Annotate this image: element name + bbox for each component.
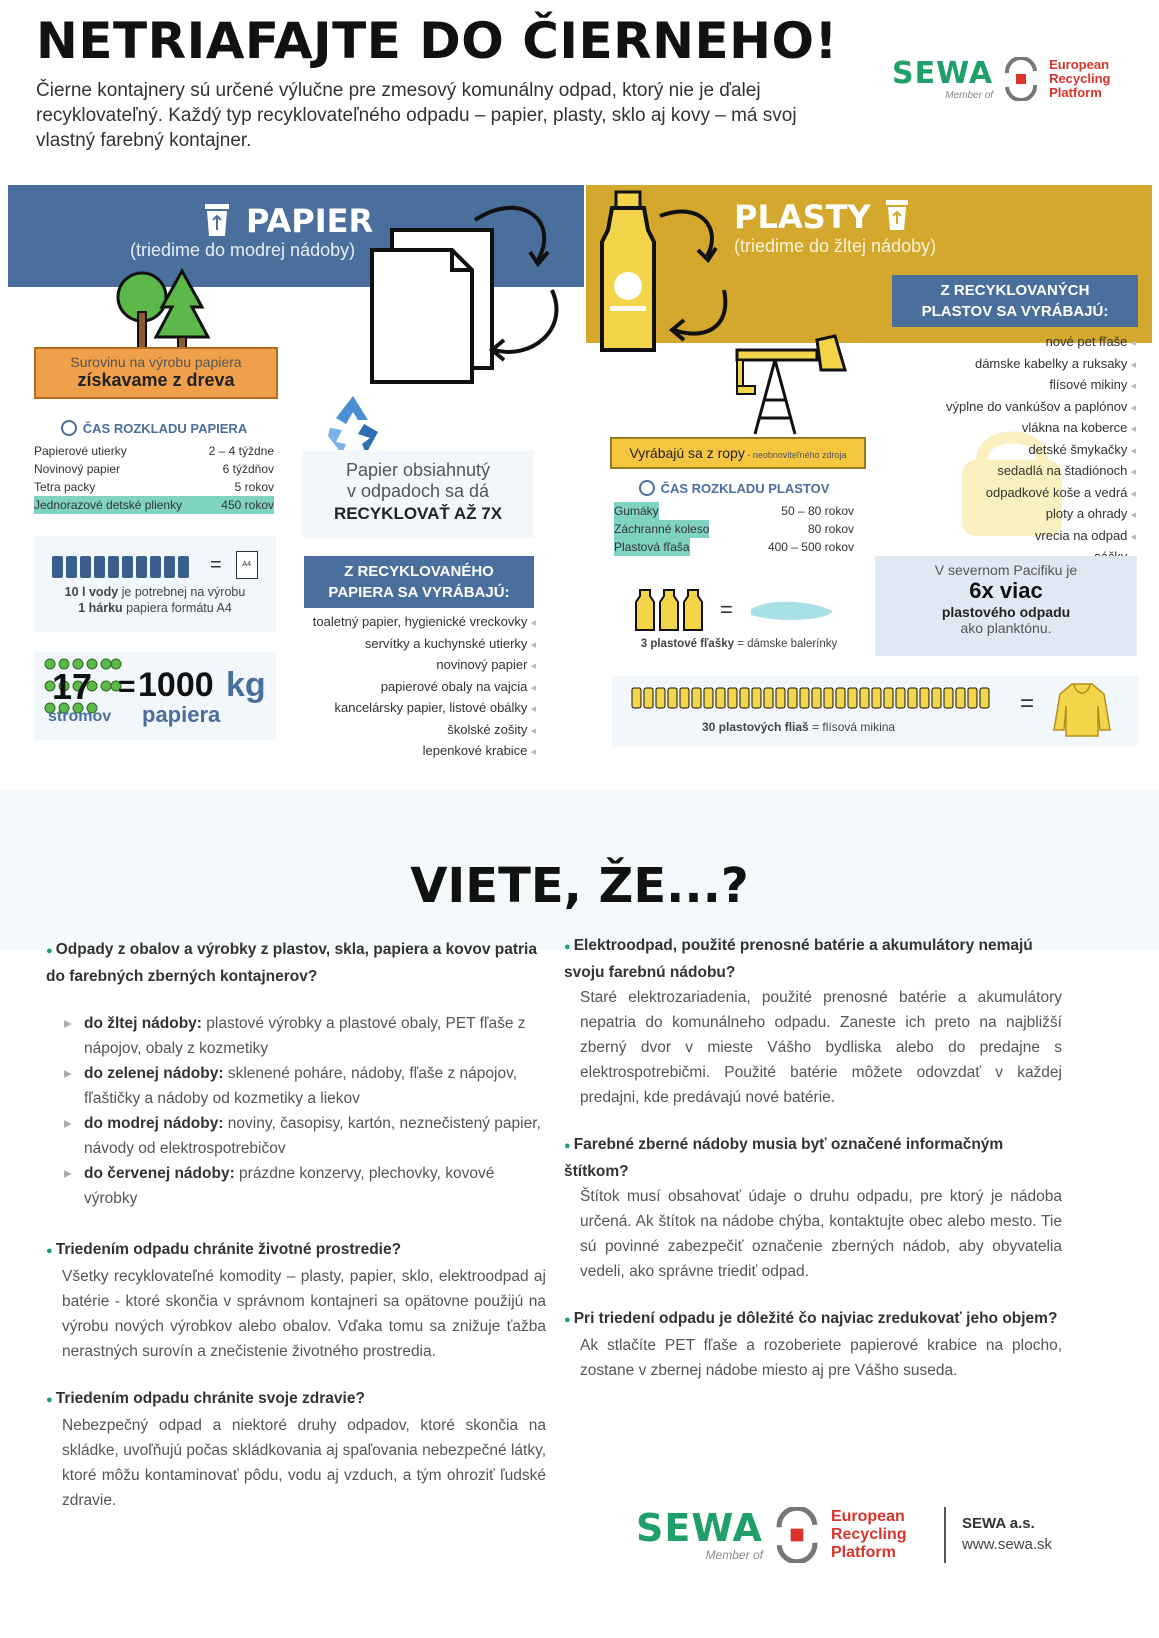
paper-title: PAPIER	[246, 202, 374, 240]
list-item: detské šmykačky ◂	[860, 440, 1136, 462]
pacific-line-1: V severnom Pacifiku je	[934, 562, 1078, 578]
table-row: Papierové utierky 2 – 4 týždne	[34, 444, 274, 458]
erp-line-1: European	[1049, 57, 1110, 72]
faq-question-6: ● Pri triedení odpadu je dôležité čo najviac zredukovať jeho objem?	[564, 1306, 1062, 1333]
faq-answer-6: Ak stlačíte PET fľaše a rozoberiete papierové krabice na plocho, zostane v zbernej nádobe miesto aj pre Vášho suseda.	[580, 1337, 1062, 1379]
table-row: Gumáky 50 – 80 rokov	[614, 504, 854, 518]
list-item: ▸ do zelenej nádoby: sklenené poháre, nádoby, fľaše z nápojov, fľaštičky a nádoby od kozmetiky a liekov	[46, 1061, 546, 1111]
erp-line-2: Recycling	[1049, 71, 1111, 86]
list-item: ▸ do modrej nádoby: noviny, časopisy, kartón, neznečistený papier, návody od elektrospotrebičov	[46, 1111, 546, 1161]
erp-line-3: Platform	[830, 1544, 896, 1561]
pacific-block	[875, 556, 1137, 656]
paper-source-box	[34, 347, 278, 399]
oil-small: - neobnoviteľného zdroja	[744, 450, 847, 460]
footer-divider	[944, 1507, 946, 1563]
faq-answer-4: Staré elektrozariadenia, použité prenosné batérie a akumulátory nepatria do komunálneho odpadu. Zaneste ich preto na najbližší zberný dvor v mieste Vášho bydliska alebo do predajne s elektrospotrebičmi. Použité batérie môžete odovzdať v každej predajni, kde predávajú nové batérie.	[580, 989, 1062, 1106]
paper-products-list	[296, 612, 536, 763]
trees-icon	[112, 267, 212, 357]
trees-equals: =	[118, 670, 136, 703]
recycle-line-2: v odpadoch sa dá	[346, 481, 490, 501]
recycle-arrows-icon	[769, 1507, 825, 1563]
fleece-text: 30 plastových fliaš = flísová mikina	[702, 720, 896, 734]
kg-number: 1000	[138, 666, 214, 704]
sewa-brand: SEWA	[892, 55, 994, 91]
list-item: vrecia na odpad ◂	[860, 526, 1136, 548]
erp-line-1: European	[830, 1508, 905, 1525]
recycle-line-3: RECYKLOVAŤ AŽ 7X	[333, 504, 503, 523]
list-item: flísové mikiny ◂	[860, 375, 1136, 397]
water-amount: 10 l vody	[64, 585, 119, 599]
yellow-bin-icon	[884, 198, 910, 232]
faq-right-column	[564, 933, 1062, 1383]
recycle-icon	[318, 392, 388, 458]
plastic-title: PLASTY	[734, 198, 871, 236]
plastic-subtitle: (triedime do žltej nádoby)	[734, 236, 937, 256]
table-row: Jednorazové detské plienky 450 rokov	[34, 498, 274, 512]
footer-contact	[962, 1515, 1052, 1553]
table-row: Tetra packy 5 rokov	[34, 480, 274, 494]
member-of-label: Member of	[705, 1548, 763, 1562]
hoodie-icon	[1052, 680, 1112, 738]
paper-source-line-1: Surovinu na výrobu papiera	[70, 354, 242, 370]
sheet-amount: 1 hárku	[78, 601, 123, 615]
list-item: odpadkové koše a vedrá ◂	[860, 483, 1136, 505]
list-item: kancelársky papier, listové obálky ◂	[296, 698, 536, 720]
erp-line-2: Recycling	[830, 1526, 907, 1543]
pacific-line-4: ako planktónu.	[960, 620, 1052, 636]
faq-question-4: ● Elektroodpad, použité prenosné batérie a akumulátory nemajú svoju farebnú nádobu?	[564, 933, 1062, 985]
company-name: SEWA a.s.	[962, 1515, 1035, 1532]
bottles-count: 3 plastové fľašky	[640, 638, 735, 650]
list-item: papierové obaly na vajcia ◂	[296, 677, 536, 699]
faq-left-column	[46, 937, 546, 1513]
list-item: nové pet fľaše ◂	[860, 332, 1136, 354]
faq-question-3: ● Triedením odpadu chránite svoje zdravie?	[46, 1386, 546, 1413]
recycle-7x-block	[302, 450, 534, 538]
paper-products-title: Z RECYKLOVANÉHO PAPIERA SA VYRÁBAJÚ:	[304, 556, 534, 608]
faq-answer-5: Štítok musí obsahovať údaje o druhu odpadu, pre ktorý je nádoba určená. Ak štítok na nádobe chýba, kontaktujte obec alebo mesto. Tie sú povinné zabezpečiť označenie zberných nádob, aby obyvatelia vedeli, ako správne triediť odpad.	[580, 1188, 1062, 1280]
list-item: novinový papier ◂	[296, 655, 536, 677]
member-of-label: Member of	[945, 89, 994, 101]
fleece-equation-block	[612, 676, 1138, 746]
kg-unit: kg	[226, 666, 266, 704]
kg-label: papiera	[142, 702, 221, 727]
table-row: Záchranné koleso 80 rokov	[614, 522, 854, 536]
trees-label: stromov	[48, 708, 112, 725]
equals-sign: =	[210, 553, 222, 576]
trees-number: 17	[52, 666, 93, 707]
page-title: NETRIAFAJTE DO ČIERNEHO!	[36, 12, 838, 70]
water-equation-block: = A4 10 l vody je potrebnej na výrobu 1 hárku papiera formátu A4	[34, 536, 276, 632]
sewa-brand: SEWA	[636, 1506, 763, 1550]
paper-sheets-icon	[370, 200, 580, 385]
faq-answer-2: Všetky recyklovateľné komodity – plasty, papier, sklo, elektroodpad aj batérie - ktoré skončia v správnom kontajneri sa opätovne použijú na výrobu nových výrobkov alebo obalov. Vďaka tomu sa znižuje ťažba nerastných surovín a znečistenie životného prostredia.	[62, 1268, 546, 1360]
clock-icon	[639, 480, 655, 496]
list-item: vlákna na koberce ◂	[860, 418, 1136, 440]
water-bottles-icon	[50, 550, 196, 580]
pacific-line-3: plastového odpadu	[941, 604, 1071, 620]
faq-question-2: ● Triedením odpadu chránite životné prostredie?	[46, 1237, 546, 1264]
a4-label: A4	[242, 561, 251, 568]
list-item: lepenkové krabice ◂	[296, 741, 536, 763]
faq-answer-3: Nebezpečný odpad a niektoré druhy odpadov, ktoré skončia na skládke, uvoľňujú počas skládkovania aj spaľovania nebezpečné látky, ktoré môžu kontaminovať pôdu, vodu aj vzduch, a tým ohroziť ľudské zdravie.	[62, 1417, 546, 1509]
list-item: výplne do vankúšov a paplónov ◂	[860, 397, 1136, 419]
list-item: ▸ do červenej nádoby: prázdne konzervy, plechovky, kovové výrobky	[46, 1161, 546, 1211]
a4-sheet-icon	[236, 551, 258, 579]
list-item: ploty a ohrady ◂	[860, 504, 1136, 526]
erp-line-3: Platform	[1049, 85, 1102, 100]
company-website[interactable]: www.sewa.sk	[962, 1536, 1053, 1553]
oil-main: Vyrábajú sa z ropy	[629, 445, 745, 461]
trees-equation-block	[34, 652, 276, 740]
pacific-line-2: 6x viac	[969, 578, 1043, 603]
bottles-equation-block: = 3 plastové fľašky = dámske balerínky	[614, 588, 864, 668]
list-item: toaletný papier, hygienické vreckovky ◂	[296, 612, 536, 634]
recycle-arrows-icon	[999, 57, 1043, 101]
oil-source-box	[610, 437, 866, 469]
paper-subtitle: (triedime do modrej nádoby)	[130, 240, 356, 260]
recycle-line-1: Papier obsiahnutý	[345, 460, 491, 480]
paper-decomposition-block	[34, 420, 274, 514]
list-item: školské zošity ◂	[296, 720, 536, 742]
faq-title: VIETE, ŽE...?	[410, 858, 749, 914]
table-row: Novinový papier 6 týždňov	[34, 462, 274, 476]
clock-icon	[61, 420, 77, 436]
sewa-logo-footer	[636, 1505, 936, 1565]
plastic-products-list	[860, 332, 1136, 569]
ballerina-shoe-icon	[747, 595, 837, 625]
faq-question-5: ● Farebné zberné nádoby musia byť označené informačným štítkom?	[564, 1132, 1062, 1184]
sewa-logo-top	[872, 34, 1122, 124]
table-row: Plastová fľaša 400 – 500 rokov	[614, 540, 854, 554]
oil-pump-icon	[735, 330, 865, 440]
list-item: sedadlá na štadiónoch ◂	[860, 461, 1136, 483]
plastic-bottle-icon	[592, 190, 752, 360]
thirty-bottles-icon	[630, 686, 1010, 710]
list-item: ▸ do žltej nádoby: plastové výrobky a plastové obaly, PET fľaše z nápojov, obaly z kozmetiky	[46, 1011, 546, 1061]
plastic-products-title: Z RECYKLOVANÝCH PLASTOV SA VYRÁBAJÚ:	[892, 275, 1138, 327]
plastic-decomp-title: ČAS ROZKLADU PLASTOV	[660, 480, 830, 496]
equals-sign: =	[1020, 690, 1035, 717]
equals-sign: =	[720, 597, 733, 622]
paper-source-line-2: získavame z dreva	[77, 370, 235, 390]
blue-bin-icon	[203, 202, 231, 238]
three-bottles-icon	[634, 588, 706, 632]
plastic-decomposition-block	[614, 480, 854, 556]
paper-decomp-title: ČAS ROZKLADU PAPIERA	[82, 420, 248, 436]
list-item: servítky a kuchynské utierky ◂	[296, 634, 536, 656]
intro-text: Čierne kontajnery sú určené výlučne pre zmesový komunálny odpad, ktorý nie je ďalej recyklovateľný. Každý typ recyklovateľného odpadu – papier, plasty, sklo aj kovy – má svoj vlastný farebný kontajner.	[36, 80, 797, 151]
faq-question-1: ● Odpady z obalov a výrobky z plastov, skla, papiera a kovov patria do farebných zberných kontajnerov?	[46, 937, 546, 989]
list-item: dámske kabelky a ruksaky ◂	[860, 354, 1136, 376]
